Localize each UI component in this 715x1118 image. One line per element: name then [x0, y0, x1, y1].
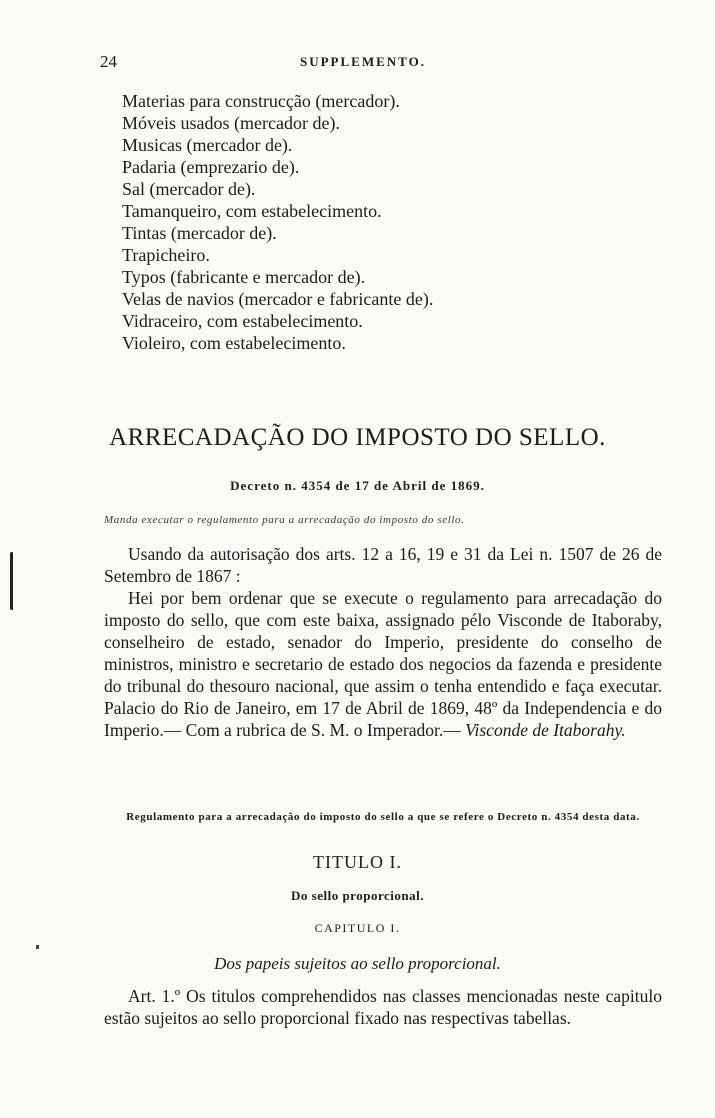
list-item: Musicas (mercador de). — [122, 135, 293, 155]
list-item: Tamanqueiro, com estabelecimento. — [122, 201, 382, 221]
decree-summary: Manda executar o regulamento para a arrecadação do imposto do sello. — [104, 514, 465, 526]
list-item: Trapicheiro. — [122, 245, 210, 265]
section-title: ARRECADAÇÃO DO IMPOSTO DO SELLO. — [109, 424, 606, 451]
capitulo-heading: CAPITULO I. — [314, 921, 401, 935]
titulo-subtitle: Do sello proporcional. — [291, 888, 424, 903]
margin-dot — [36, 945, 39, 949]
article-paragraph: Art. 1.º Os titulos comprehendidos nas classes mencionadas neste capitulo estão sujeitos ao sello proporcional fixado nas respectivas tabellas. — [104, 986, 662, 1028]
running-title: SUPPLEMENTO. — [300, 54, 426, 69]
body-paragraph-2-text: Hei por bem ordenar que se execute o regulamento para arrecadação do imposto do sello, que com este baixa, assignado pélo Visconde de Itaboraby, conselheiro de estado, senador do Imperio, presidente do conselho de ministros, ministro e secretario de estado dos negocios da fazenda e presidente do tribunal do thesouro nacional, que assim o tenha entendido e faça executar. Palacio do Rio de Janeiro, em 17 de Abril de 1869, 48º da Independencia e do Imperio.— Com a rubrica de S. M. o Imperador.— — [104, 588, 662, 740]
regulation-title: Regulamento para a arrecadação do imposto do sello a que se refere o Decreto n. 4354 desta data. — [126, 811, 640, 823]
running-head — [100, 52, 660, 72]
body-paragraph-1: Usando da autorisação dos arts. 12 a 16, 19 e 31 da Lei n. 1507 de 26 de Setembro de 1867 : — [104, 544, 662, 586]
page-edge-mark — [10, 552, 21, 610]
list-item: Tintas (mercador de). — [122, 223, 277, 243]
capitulo-subtitle: Dos papeis sujeitos ao sello proporcional. — [214, 954, 501, 973]
list-item: Materias para construcção (mercador). — [122, 91, 400, 111]
list-item: Sal (mercador de). — [122, 179, 256, 199]
list-item: Padaria (emprezario de). — [122, 157, 300, 177]
list-item: Typos (fabricante e mercador de). — [122, 267, 366, 287]
page-number: 24 — [100, 52, 117, 71]
article-text — [104, 985, 662, 1029]
decree-heading: Decreto n. 4354 de 17 de Abril de 1869. — [230, 478, 485, 493]
list-item: Móveis usados (mercador de). — [122, 113, 340, 133]
occupation-list — [122, 90, 562, 354]
list-item: Velas de navios (mercador e fabricante de). — [122, 289, 434, 309]
body-paragraph-2 — [104, 587, 662, 741]
decree-body — [104, 543, 662, 741]
titulo-heading: TITULO I. — [313, 852, 402, 872]
list-item: Vidraceiro, com estabelecimento. — [122, 311, 363, 331]
signature: Visconde de Itaborahy. — [465, 720, 626, 740]
list-item: Violeiro, com estabelecimento. — [122, 333, 346, 353]
